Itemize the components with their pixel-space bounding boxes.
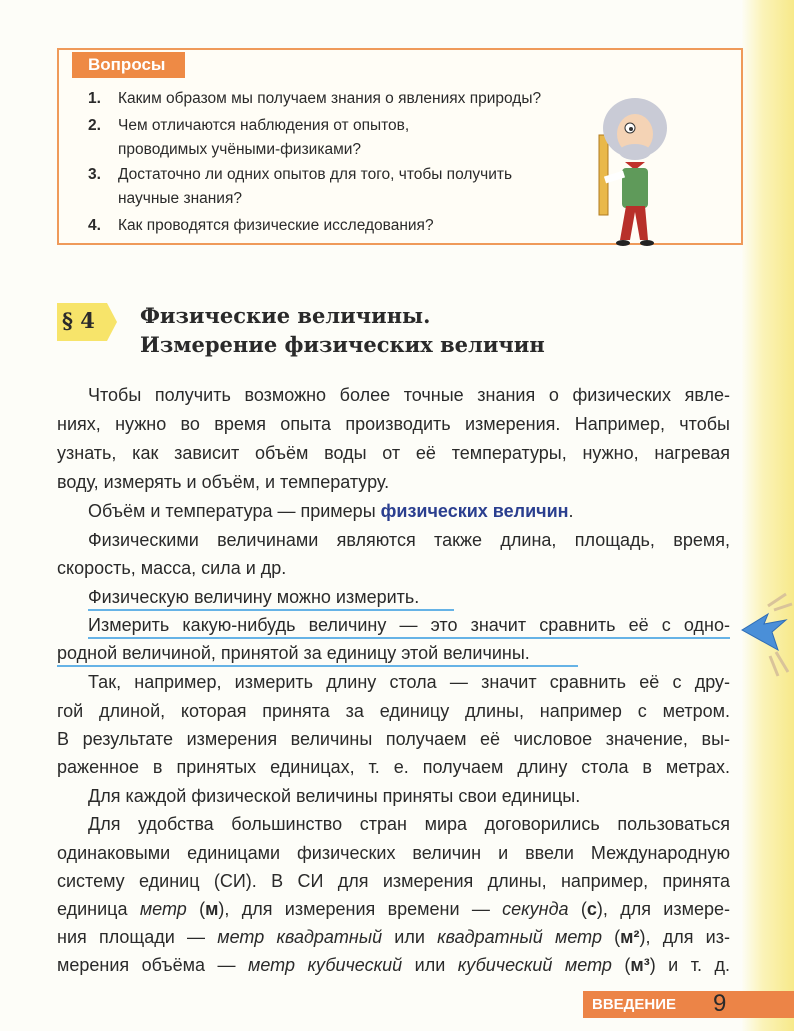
text-segment: одинаковыми единицами физических величин и ввели Международную xyxy=(57,843,730,863)
question-number: 3. xyxy=(88,166,101,183)
text-line xyxy=(57,440,730,466)
text-segment: узнать, как зависит объём воды от её температуры, нужно, нагревая xyxy=(57,443,730,463)
text-segment: ( xyxy=(568,899,587,919)
text-line xyxy=(57,868,730,894)
text-segment: родной величиной, принятой за единицу этой величины. xyxy=(57,643,530,663)
definition-underline xyxy=(88,609,454,611)
text-segment: воду, измерять и объём, и температуру. xyxy=(57,472,390,492)
text-segment: ), для измерения времени — xyxy=(218,899,503,919)
text-segment: ) и т. д. xyxy=(649,955,730,975)
text-segment: секунда xyxy=(502,899,569,919)
questions-header: Вопросы xyxy=(72,52,185,78)
definition-underline xyxy=(57,665,578,667)
footer-section-label: ВВЕДЕНИЕ xyxy=(592,996,676,1013)
text-segment: ния площади — xyxy=(57,927,218,947)
text-segment: Физическую величину можно измерить. xyxy=(88,587,420,607)
text-segment: скорость, масса, сила и др. xyxy=(57,558,287,578)
text-line xyxy=(57,896,730,922)
text-segment: ), для измере- xyxy=(596,899,730,919)
text-line xyxy=(88,498,574,524)
text-segment: или xyxy=(382,927,438,947)
text-segment: Измерить какую-нибудь величину — это значит сравнить её с одно- xyxy=(88,615,730,635)
text-line xyxy=(57,698,730,724)
text-segment: ( xyxy=(611,955,631,975)
text-segment: м³ xyxy=(630,955,650,975)
question-number: 4. xyxy=(88,217,101,234)
text-segment: с xyxy=(586,899,597,919)
text-segment: ( xyxy=(601,927,621,947)
text-line xyxy=(88,811,730,837)
text-segment: Так, например, измерить длину стола — значит сравнить её с дру- xyxy=(88,672,730,692)
text-segment: метр xyxy=(139,899,187,919)
text-segment: кубический метр xyxy=(457,955,612,975)
text-segment: квадратный метр xyxy=(437,927,602,947)
text-segment: ( xyxy=(186,899,206,919)
text-segment: м xyxy=(205,899,219,919)
question-text: научные знания? xyxy=(118,190,242,207)
question-text: Как проводятся физические исследования? xyxy=(118,217,434,234)
text-line xyxy=(88,783,580,809)
text-line xyxy=(88,382,730,408)
text-line xyxy=(57,555,286,581)
text-line xyxy=(57,840,730,866)
key-term: физических величин xyxy=(380,501,569,521)
text-line xyxy=(88,669,730,695)
text-segment: метр квадратный xyxy=(217,927,383,947)
text-segment: мерения объёма — xyxy=(57,955,249,975)
definition-underline xyxy=(88,637,730,639)
text-line xyxy=(57,640,530,666)
text-segment: гой длиной, которая принята за единицу длины, например с метром. xyxy=(57,701,730,721)
scientist-illustration xyxy=(590,90,670,250)
text-segment: или xyxy=(402,955,458,975)
section-title: Измерение физических величин xyxy=(140,332,545,357)
text-line xyxy=(57,469,389,495)
text-line xyxy=(57,754,730,780)
text-segment: м² xyxy=(620,927,640,947)
text-segment: ), для из- xyxy=(639,927,730,947)
text-segment: Для удобства большинство стран мира договорились пользоваться xyxy=(88,814,730,834)
question-text: Достаточно ли одних опытов для того, чтобы получить xyxy=(118,166,513,183)
text-line xyxy=(57,411,730,437)
question-text: Чем отличаются наблюдения от опытов, xyxy=(118,117,410,134)
text-line xyxy=(57,924,730,950)
section-number: § 4 xyxy=(62,308,95,333)
text-segment: Физическими величинами являются также длина, площадь, время, xyxy=(88,530,730,550)
question-text: проводимых учёными-физиками? xyxy=(118,141,362,158)
text-segment: Для каждой физической величины приняты свои единицы. xyxy=(88,786,581,806)
text-segment: единица xyxy=(57,899,140,919)
text-line xyxy=(88,527,730,553)
arrow-pointer-icon xyxy=(738,592,794,682)
text-segment: систему единиц (СИ). В СИ для измерения длины, например, принята xyxy=(57,871,730,891)
question-number: 2. xyxy=(88,117,101,134)
text-segment: метр кубический xyxy=(248,955,403,975)
text-segment: ниях, нужно во время опыта производить измерения. Например, чтобы xyxy=(57,414,730,434)
text-line xyxy=(57,726,730,752)
section-title: Физические величины. xyxy=(140,303,431,328)
text-line xyxy=(88,612,730,638)
page-number: 9 xyxy=(713,990,727,1017)
text-segment: Чтобы получить возможно более точные знания о физических явле- xyxy=(88,385,730,405)
text-line xyxy=(88,584,419,610)
text-line xyxy=(57,952,730,978)
page-edge-strip xyxy=(742,0,794,1031)
question-text: Каким образом мы получаем знания о явлениях природы? xyxy=(118,90,542,107)
text-segment: В результате измерения величины получаем её числовое значение, вы- xyxy=(57,729,730,749)
text-segment: раженное в принятых единицах, т. е. получаем длину стола в метрах. xyxy=(57,757,730,777)
text-segment: . xyxy=(568,501,574,521)
text-segment: Объём и температура — примеры xyxy=(88,501,381,521)
question-number: 1. xyxy=(88,90,101,107)
